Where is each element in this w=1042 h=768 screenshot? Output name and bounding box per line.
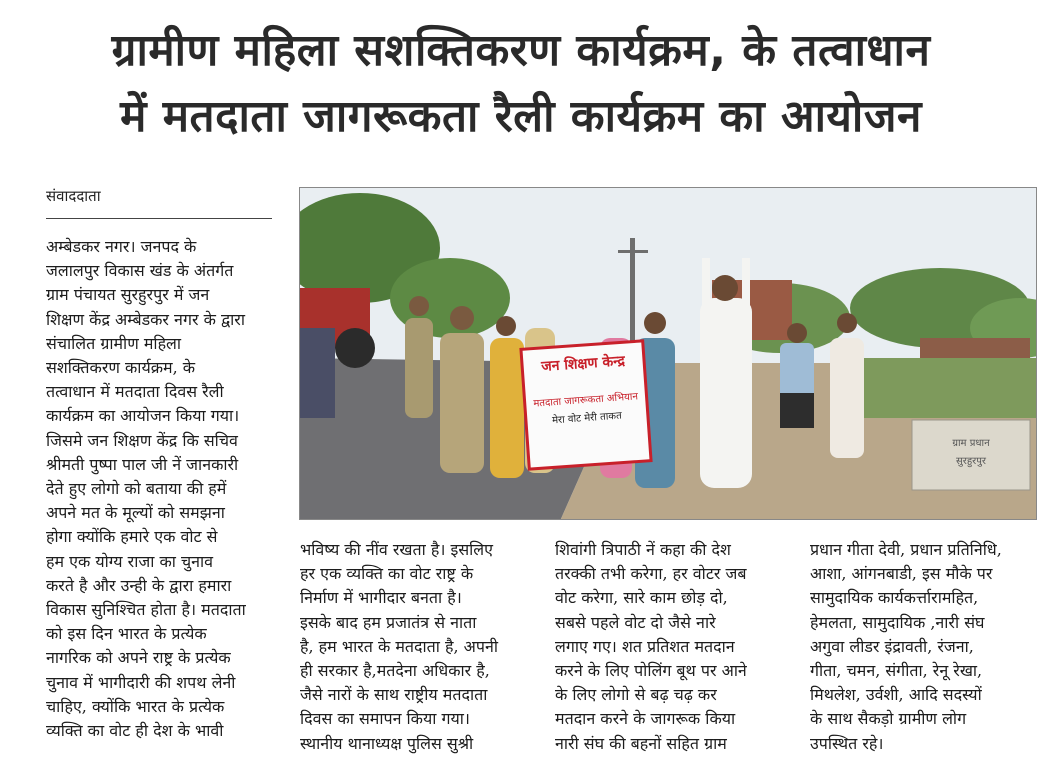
article-line: भविष्य की नींव रखता है। इसलिए xyxy=(300,540,493,559)
headline-line-2: में मतदाता जागरूकता रैली कार्यक्रम का आयोजन xyxy=(120,91,922,142)
article-line: संचालित ग्रामीण महिला xyxy=(46,333,182,353)
article-line: चुनाव में भागीदारी की शपथ लेनी xyxy=(46,672,236,692)
article-line: मिथलेश, उर्वशी, आदि सदस्यों xyxy=(810,685,982,705)
article-line: सबसे पहले वोट दो जैसे नारे xyxy=(555,612,716,632)
banner-slogan: मेरा वोट मेरी ताकत xyxy=(551,410,623,427)
article-line: करते है और उन्ही के द्वारा हमारा xyxy=(46,575,232,595)
article-line: हेमलता, सामुदायिक ,नारी संघ xyxy=(810,612,985,632)
article-line: जैसे नारों के साथ राष्ट्रीय मतदाता xyxy=(300,685,488,705)
article-line: अम्बेडकर नगर। जनपद के xyxy=(46,237,197,256)
article-line: इसके बाद हम प्रजातंत्र से नाता xyxy=(300,612,477,632)
banner-subtitle: मतदाता जागरूकता अभियान xyxy=(533,391,639,410)
article-line: हम एक योग्य राजा का चुनाव xyxy=(46,551,214,571)
article-line: को इस दिन भारत के प्रत्येक xyxy=(46,624,207,644)
article-line: कार्यक्रम का आयोजन किया गया। xyxy=(46,406,240,426)
headline-line-1: ग्रामीण महिला सशक्तिकरण कार्यक्रम, के तत्वाधान xyxy=(111,25,931,76)
article-line: करने के लिए पोलिंग बूथ पर आने xyxy=(555,661,747,681)
article-line: के साथ सैकड़ो ग्रामीण लोग xyxy=(810,709,967,729)
article-line: मतदान करने के जागरूक किया xyxy=(555,709,736,729)
article-line: लगाए गए। शत प्रतिशत मतदान xyxy=(555,636,735,656)
article-line: सशक्तिकरण कार्यक्रम, के xyxy=(46,358,196,378)
article-line: जलालपुर विकास खंड के अंतर्गत xyxy=(46,261,234,281)
article-line: निर्माण में भागीदार बनता है। xyxy=(300,588,462,608)
article-line: तरक्की तभी करेगा, हर वोटर जब xyxy=(555,564,747,584)
article-line: व्यक्ति का वोट ही देश के भावी xyxy=(46,721,224,741)
banner-title: जन शिक्षण केन्द्र xyxy=(540,353,626,376)
article-line: स्थानीय थानाध्यक्ष पुलिस सुश्री xyxy=(300,733,474,753)
article-line: नारी संघ की बहनों सहित ग्राम xyxy=(555,733,727,753)
rally-photo-illustration xyxy=(300,188,1037,520)
article-line: श्रीमती पुष्पा पाल जी नें जानकारी xyxy=(46,454,239,474)
article-line: ही सरकार है,मतदेना अधिकार है, xyxy=(300,661,490,681)
headline xyxy=(0,18,1042,150)
stone-text-1: ग्राम प्रधान xyxy=(952,438,990,449)
article-line: चाहिए, क्योंकि भारत के प्रत्येक xyxy=(46,696,225,716)
article-line: दिवस का समापन किया गया। xyxy=(300,709,470,729)
news-photo xyxy=(299,187,1037,520)
article-line: देते हुए लोगो को बताया की हमें xyxy=(46,479,227,499)
article-line: विकास सुनिश्चित होता है। मतदाता xyxy=(46,600,246,620)
article-line: ग्राम पंचायत सुरहुरपुर में जन xyxy=(46,285,210,305)
article-line: प्रधान गीता देवी, प्रधान प्रतिनिधि, xyxy=(810,540,1002,559)
article-line: सामुदायिक कार्यकर्त्तारामहित, xyxy=(810,588,979,608)
byline-divider xyxy=(46,218,272,219)
byline: संवाददाता xyxy=(46,187,101,205)
article-line: के लिए लोगो से बढ़ चढ़ कर xyxy=(555,685,717,705)
article-line: अपने मत के मूल्यों को समझना xyxy=(46,503,225,523)
article-line: शिक्षण केंद्र अम्बेडकर नगर के द्वारा xyxy=(46,309,245,329)
article-line: जिसमे जन शिक्षण केंद्र कि सचिव xyxy=(46,430,238,450)
article-column-2 xyxy=(300,538,530,756)
article-column-3 xyxy=(555,538,785,756)
article-column-1 xyxy=(46,235,274,743)
article-line: आशा, आंगनबाडी, इस मौके पर xyxy=(810,564,993,584)
article-line: गीता, चमन, संगीता, रेनू रेखा, xyxy=(810,661,983,681)
article-line: है, हम भारत के मतदाता है, अपनी xyxy=(300,636,499,656)
article-line: तत्वाधान में मतदाता दिवस रैली xyxy=(46,382,224,402)
stone-text-2: सुरहुरपुर xyxy=(955,456,987,467)
article-line: शिवांगी त्रिपाठी नें कहा की देश xyxy=(555,540,731,559)
article-line: हर एक व्यक्ति का वोट राष्ट्र के xyxy=(300,564,474,584)
article-column-4 xyxy=(810,538,1040,756)
article-line: उपस्थित रहे। xyxy=(810,733,884,753)
article-line: अगुवा लीडर इंद्रावती, रंजना, xyxy=(810,636,974,656)
article-line: नागरिक को अपने राष्ट्र के प्रत्येक xyxy=(46,648,231,668)
article-line: होगा क्योंकि हमारे एक वोट से xyxy=(46,527,218,547)
article-line: वोट करेगा, सारे काम छोड़ दो, xyxy=(555,588,728,608)
